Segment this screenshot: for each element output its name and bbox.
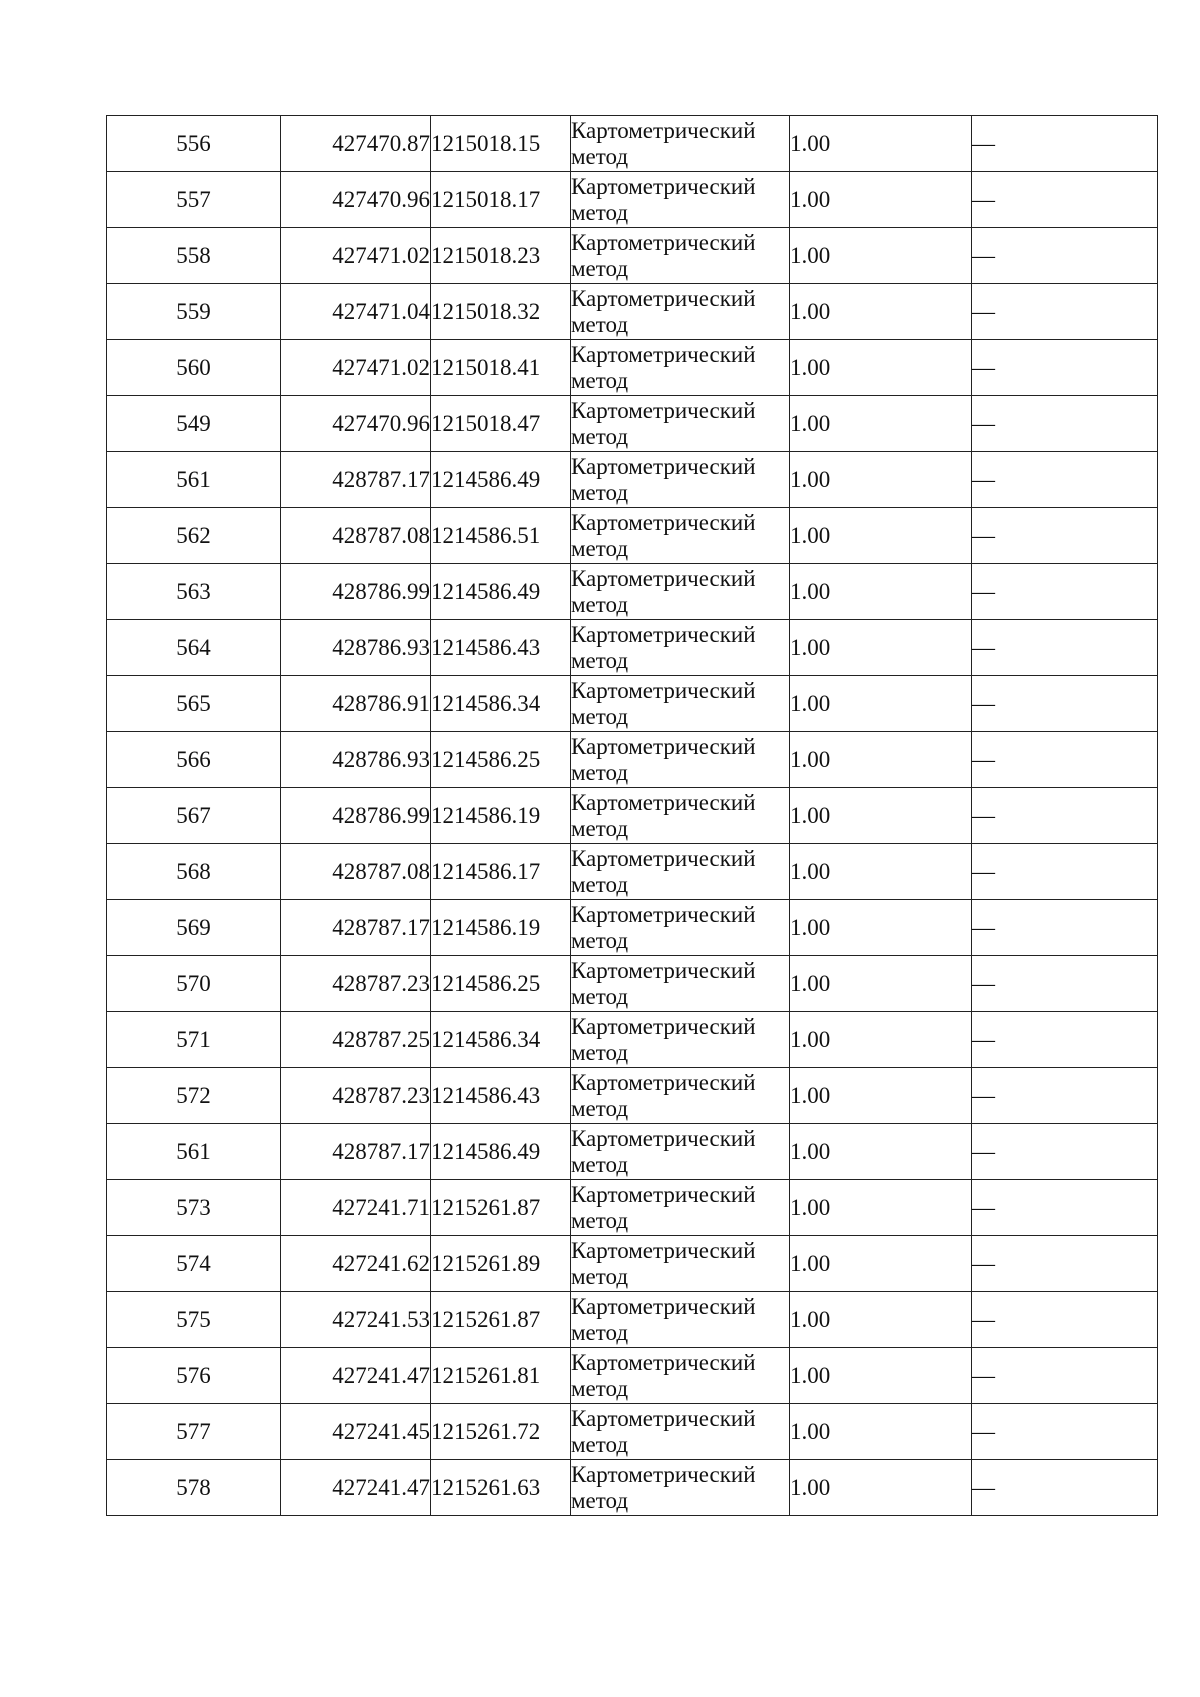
y-coordinate-cell: 1215018.15 (431, 116, 571, 172)
method-cell (571, 844, 790, 900)
table-row (107, 508, 1158, 564)
x-coordinate-cell: 427470.87 (281, 116, 431, 172)
method-line-1: Картометрический (571, 845, 756, 871)
method-line-2: метод (571, 591, 629, 617)
accuracy-cell: 1.00 (790, 1236, 972, 1292)
accuracy-cell: 1.00 (790, 1292, 972, 1348)
method-line-1: Картометрический (571, 1125, 756, 1151)
method-line-1: Картометрический (571, 285, 756, 311)
x-coordinate-cell: 427241.47 (281, 1460, 431, 1516)
y-coordinate-cell: 1215018.23 (431, 228, 571, 284)
description-cell: — (972, 1124, 1158, 1180)
point-number-cell: 564 (107, 620, 281, 676)
y-coordinate-cell: 1215261.63 (431, 1460, 571, 1516)
method-line-1: Картометрический (571, 1181, 756, 1207)
description-cell: — (972, 732, 1158, 788)
description-cell: — (972, 228, 1158, 284)
method-line-2: метод (571, 1319, 629, 1345)
method-line-2: метод (571, 927, 629, 953)
method-line-2: метод (571, 759, 629, 785)
x-coordinate-cell: 427241.45 (281, 1404, 431, 1460)
method-line-2: метод (571, 871, 629, 897)
method-cell (571, 1460, 790, 1516)
x-coordinate-cell: 427241.62 (281, 1236, 431, 1292)
accuracy-cell: 1.00 (790, 1012, 972, 1068)
point-number-cell: 570 (107, 956, 281, 1012)
point-number-cell: 576 (107, 1348, 281, 1404)
x-coordinate-cell: 428786.93 (281, 620, 431, 676)
point-number-cell: 561 (107, 1124, 281, 1180)
table-row (107, 1460, 1158, 1516)
accuracy-cell: 1.00 (790, 620, 972, 676)
method-line-1: Картометрический (571, 509, 756, 535)
table-row (107, 1124, 1158, 1180)
method-cell (571, 1012, 790, 1068)
description-cell: — (972, 900, 1158, 956)
description-cell: — (972, 1292, 1158, 1348)
x-coordinate-cell: 427471.02 (281, 340, 431, 396)
accuracy-cell: 1.00 (790, 1180, 972, 1236)
y-coordinate-cell: 1215261.87 (431, 1292, 571, 1348)
description-cell: — (972, 1012, 1158, 1068)
y-coordinate-cell: 1214586.49 (431, 452, 571, 508)
method-cell (571, 1180, 790, 1236)
method-line-1: Картометрический (571, 901, 756, 927)
y-coordinate-cell: 1214586.17 (431, 844, 571, 900)
description-cell: — (972, 564, 1158, 620)
accuracy-cell: 1.00 (790, 956, 972, 1012)
method-line-1: Картометрический (571, 1237, 756, 1263)
table-row (107, 1012, 1158, 1068)
accuracy-cell: 1.00 (790, 172, 972, 228)
method-cell (571, 452, 790, 508)
x-coordinate-cell: 428787.08 (281, 508, 431, 564)
method-line-2: метод (571, 1095, 629, 1121)
method-line-1: Картометрический (571, 733, 756, 759)
table-row (107, 956, 1158, 1012)
y-coordinate-cell: 1215018.17 (431, 172, 571, 228)
method-line-2: метод (571, 1431, 629, 1457)
accuracy-cell: 1.00 (790, 1460, 972, 1516)
description-cell: — (972, 116, 1158, 172)
description-cell: — (972, 1068, 1158, 1124)
x-coordinate-cell: 427241.47 (281, 1348, 431, 1404)
point-number-cell: 572 (107, 1068, 281, 1124)
description-cell: — (972, 676, 1158, 732)
method-cell (571, 732, 790, 788)
x-coordinate-cell: 428787.25 (281, 1012, 431, 1068)
method-line-1: Картометрический (571, 1013, 756, 1039)
point-number-cell: 574 (107, 1236, 281, 1292)
point-number-cell: 558 (107, 228, 281, 284)
description-cell: — (972, 396, 1158, 452)
y-coordinate-cell: 1215018.41 (431, 340, 571, 396)
y-coordinate-cell: 1215018.32 (431, 284, 571, 340)
method-cell (571, 1124, 790, 1180)
method-cell (571, 1404, 790, 1460)
y-coordinate-cell: 1214586.49 (431, 1124, 571, 1180)
table-row (107, 1348, 1158, 1404)
description-cell: — (972, 844, 1158, 900)
method-cell (571, 676, 790, 732)
method-line-1: Картометрический (571, 957, 756, 983)
point-number-cell: 577 (107, 1404, 281, 1460)
method-line-2: метод (571, 815, 629, 841)
description-cell: — (972, 340, 1158, 396)
table-row (107, 340, 1158, 396)
method-line-2: метод (571, 255, 629, 281)
point-number-cell: 568 (107, 844, 281, 900)
accuracy-cell: 1.00 (790, 1404, 972, 1460)
method-line-2: метод (571, 1207, 629, 1233)
method-line-2: метод (571, 143, 629, 169)
method-cell (571, 396, 790, 452)
method-line-2: метод (571, 1151, 629, 1177)
y-coordinate-cell: 1214586.43 (431, 620, 571, 676)
point-number-cell: 560 (107, 340, 281, 396)
description-cell: — (972, 172, 1158, 228)
table-row (107, 172, 1158, 228)
y-coordinate-cell: 1215261.72 (431, 1404, 571, 1460)
x-coordinate-cell: 427241.53 (281, 1292, 431, 1348)
y-coordinate-cell: 1214586.25 (431, 956, 571, 1012)
point-number-cell: 562 (107, 508, 281, 564)
point-number-cell: 569 (107, 900, 281, 956)
table-row (107, 228, 1158, 284)
table-row (107, 732, 1158, 788)
method-cell (571, 228, 790, 284)
table-row (107, 564, 1158, 620)
method-cell (571, 284, 790, 340)
method-line-1: Картометрический (571, 173, 756, 199)
description-cell: — (972, 284, 1158, 340)
table-row (107, 1292, 1158, 1348)
method-line-2: метод (571, 983, 629, 1009)
accuracy-cell: 1.00 (790, 452, 972, 508)
description-cell: — (972, 788, 1158, 844)
method-line-1: Картометрический (571, 341, 756, 367)
point-number-cell: 549 (107, 396, 281, 452)
method-line-1: Картометрический (571, 1405, 756, 1431)
description-cell: — (972, 508, 1158, 564)
description-cell: — (972, 956, 1158, 1012)
accuracy-cell: 1.00 (790, 228, 972, 284)
coordinates-table-body (107, 116, 1158, 1516)
point-number-cell: 557 (107, 172, 281, 228)
method-line-2: метод (571, 647, 629, 673)
accuracy-cell: 1.00 (790, 1348, 972, 1404)
x-coordinate-cell: 428787.17 (281, 1124, 431, 1180)
y-coordinate-cell: 1215261.89 (431, 1236, 571, 1292)
table-row (107, 284, 1158, 340)
table-row (107, 1404, 1158, 1460)
method-line-1: Картометрический (571, 677, 756, 703)
method-cell (571, 956, 790, 1012)
method-cell (571, 1236, 790, 1292)
table-row (107, 1180, 1158, 1236)
method-line-2: метод (571, 1039, 629, 1065)
accuracy-cell: 1.00 (790, 1068, 972, 1124)
coordinates-table (106, 115, 1158, 1516)
table-row (107, 676, 1158, 732)
accuracy-cell: 1.00 (790, 900, 972, 956)
accuracy-cell: 1.00 (790, 844, 972, 900)
description-cell: — (972, 1236, 1158, 1292)
table-row (107, 452, 1158, 508)
method-line-2: метод (571, 479, 629, 505)
x-coordinate-cell: 427471.02 (281, 228, 431, 284)
accuracy-cell: 1.00 (790, 508, 972, 564)
method-cell (571, 1348, 790, 1404)
y-coordinate-cell: 1214586.43 (431, 1068, 571, 1124)
accuracy-cell: 1.00 (790, 116, 972, 172)
method-cell (571, 788, 790, 844)
method-cell (571, 340, 790, 396)
method-line-2: метод (571, 1375, 629, 1401)
point-number-cell: 571 (107, 1012, 281, 1068)
method-line-1: Картометрический (571, 621, 756, 647)
method-line-1: Картометрический (571, 1461, 756, 1487)
accuracy-cell: 1.00 (790, 788, 972, 844)
y-coordinate-cell: 1215018.47 (431, 396, 571, 452)
description-cell: — (972, 620, 1158, 676)
method-line-2: метод (571, 423, 629, 449)
method-cell (571, 900, 790, 956)
table-row (107, 1236, 1158, 1292)
method-line-1: Картометрический (571, 397, 756, 423)
y-coordinate-cell: 1214586.19 (431, 788, 571, 844)
method-line-1: Картометрический (571, 789, 756, 815)
point-number-cell: 575 (107, 1292, 281, 1348)
y-coordinate-cell: 1215261.81 (431, 1348, 571, 1404)
method-line-2: метод (571, 1263, 629, 1289)
point-number-cell: 567 (107, 788, 281, 844)
point-number-cell: 565 (107, 676, 281, 732)
method-line-1: Картометрический (571, 1349, 756, 1375)
x-coordinate-cell: 428787.23 (281, 956, 431, 1012)
point-number-cell: 561 (107, 452, 281, 508)
accuracy-cell: 1.00 (790, 1124, 972, 1180)
point-number-cell: 563 (107, 564, 281, 620)
method-line-1: Картометрический (571, 565, 756, 591)
description-cell: — (972, 1404, 1158, 1460)
description-cell: — (972, 1348, 1158, 1404)
method-line-1: Картометрический (571, 453, 756, 479)
x-coordinate-cell: 428787.08 (281, 844, 431, 900)
y-coordinate-cell: 1214586.34 (431, 676, 571, 732)
point-number-cell: 578 (107, 1460, 281, 1516)
table-row (107, 116, 1158, 172)
method-line-1: Картометрический (571, 1293, 756, 1319)
table-row (107, 1068, 1158, 1124)
y-coordinate-cell: 1214586.25 (431, 732, 571, 788)
method-cell (571, 116, 790, 172)
y-coordinate-cell: 1215261.87 (431, 1180, 571, 1236)
point-number-cell: 556 (107, 116, 281, 172)
x-coordinate-cell: 428787.23 (281, 1068, 431, 1124)
accuracy-cell: 1.00 (790, 284, 972, 340)
method-cell (571, 564, 790, 620)
description-cell: — (972, 1180, 1158, 1236)
table-row (107, 844, 1158, 900)
accuracy-cell: 1.00 (790, 564, 972, 620)
x-coordinate-cell: 428786.91 (281, 676, 431, 732)
method-cell (571, 1068, 790, 1124)
table-row (107, 900, 1158, 956)
accuracy-cell: 1.00 (790, 732, 972, 788)
method-cell (571, 172, 790, 228)
method-line-2: метод (571, 535, 629, 561)
table-row (107, 396, 1158, 452)
table-row (107, 620, 1158, 676)
method-line-2: метод (571, 703, 629, 729)
x-coordinate-cell: 428787.17 (281, 452, 431, 508)
method-line-1: Картометрический (571, 229, 756, 255)
point-number-cell: 559 (107, 284, 281, 340)
method-line-2: метод (571, 311, 629, 337)
x-coordinate-cell: 427470.96 (281, 172, 431, 228)
point-number-cell: 573 (107, 1180, 281, 1236)
method-cell (571, 620, 790, 676)
method-line-1: Картометрический (571, 117, 756, 143)
y-coordinate-cell: 1214586.34 (431, 1012, 571, 1068)
method-line-1: Картометрический (571, 1069, 756, 1095)
method-cell (571, 1292, 790, 1348)
table-row (107, 788, 1158, 844)
method-cell (571, 508, 790, 564)
description-cell: — (972, 1460, 1158, 1516)
method-line-2: метод (571, 1487, 629, 1513)
accuracy-cell: 1.00 (790, 340, 972, 396)
point-number-cell: 566 (107, 732, 281, 788)
x-coordinate-cell: 428786.99 (281, 564, 431, 620)
x-coordinate-cell: 428786.99 (281, 788, 431, 844)
accuracy-cell: 1.00 (790, 676, 972, 732)
y-coordinate-cell: 1214586.51 (431, 508, 571, 564)
description-cell: — (972, 452, 1158, 508)
x-coordinate-cell: 427470.96 (281, 396, 431, 452)
method-line-2: метод (571, 367, 629, 393)
x-coordinate-cell: 428786.93 (281, 732, 431, 788)
y-coordinate-cell: 1214586.49 (431, 564, 571, 620)
method-line-2: метод (571, 199, 629, 225)
y-coordinate-cell: 1214586.19 (431, 900, 571, 956)
accuracy-cell: 1.00 (790, 396, 972, 452)
x-coordinate-cell: 427241.71 (281, 1180, 431, 1236)
x-coordinate-cell: 428787.17 (281, 900, 431, 956)
x-coordinate-cell: 427471.04 (281, 284, 431, 340)
